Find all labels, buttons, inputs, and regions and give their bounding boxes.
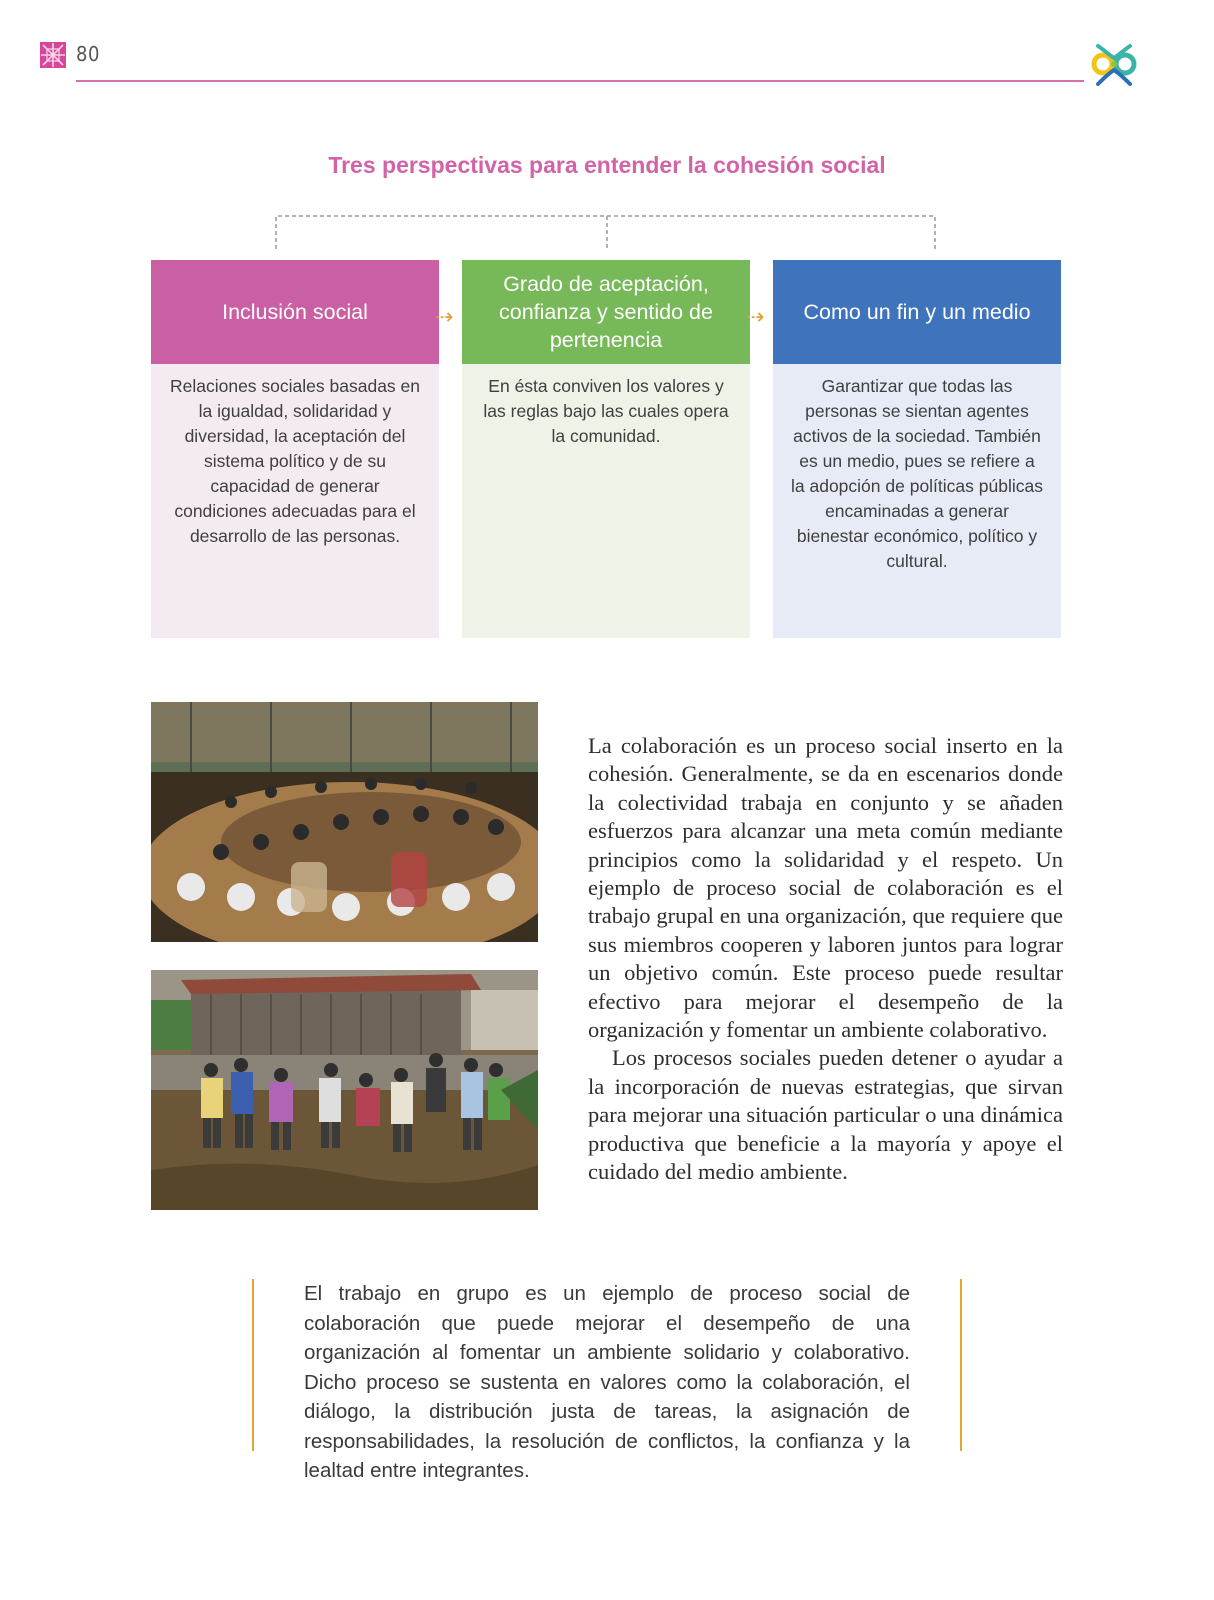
body-paragraph: Los procesos sociales pueden detener o ayudar a la incorporación de nuevas estrategias, que sirvan para mejorar una situación particular o una dinámica productiva que beneficie a la mayoría y apoye el cuidado del medio ambiente. <box>588 1045 1063 1185</box>
community-work-photo <box>151 970 538 1210</box>
diagram-title: Tres perspectivas para entender la cohesión social <box>328 152 886 178</box>
callout-box <box>252 1279 962 1482</box>
callout-text: El trabajo en grupo es un ejemplo de proceso social de colaboración que puede mejorar el desempeño de una organización al fomentar un ambiente solidario y colaborativo. Dicho proceso se sustenta en valores como la colaboración, el diálogo, la distribución justa de tareas, la asignación de responsabilidades, la resolución de conflictos, la confianza y la lealtad entre integrantes. <box>304 1282 910 1482</box>
page-number: 80 <box>76 42 100 66</box>
perspective-heading: Grado de aceptación, confianza y sentido de pertenencia <box>462 260 750 364</box>
perspective-heading: Inclusión social <box>151 260 439 364</box>
perspective-description: En ésta conviven los valores y las reglas bajo las cuales opera la comunidad. <box>462 364 750 638</box>
perspective-inclusion <box>151 260 439 638</box>
body-paragraph: La colaboración es un proceso social inserto en la cohesión. Generalmente, se da en escenarios donde la colectividad trabaja en conjunto y se añaden esfuerzos para alcanzar una meta común mediante principios como la solidaridad y el respeto. Un ejemplo de proceso social de colaboración es el trabajo grupal en una organización, que requiere que sus miembros cooperen y laboren juntos para lograr un objetivo común. Este proceso puede resultar efectivo para mejorar el desempeño de la organización y fomentar un ambiente colaborativo. <box>588 733 1063 1043</box>
perspective-heading: Como un fin y un medio <box>773 260 1061 364</box>
page-marker-icon <box>40 42 66 68</box>
perspective-description: Garantizar que todas las personas se sientan agentes activos de la sociedad. También es un medio, pues se refiere a la adopción de políticas públicas encaminadas a generar bienestar económico, político y cultural. <box>773 364 1061 638</box>
series-logo-icon <box>1090 40 1138 88</box>
perspective-end-and-means <box>773 260 1061 638</box>
community-meeting-photo <box>151 702 538 942</box>
body-text <box>588 732 1063 1187</box>
diagram-connector <box>0 0 1214 260</box>
perspective-acceptance <box>462 260 750 638</box>
header-divider <box>76 80 1084 82</box>
arrow-right-icon: ⇢ <box>435 305 454 330</box>
perspective-description: Relaciones sociales basadas en la igualdad, solidaridad y diversidad, la aceptación del sistema político y de su capacidad de generar condiciones adecuadas para el desarrollo de las personas. <box>151 364 439 638</box>
arrow-right-icon: ⇢ <box>746 305 765 330</box>
